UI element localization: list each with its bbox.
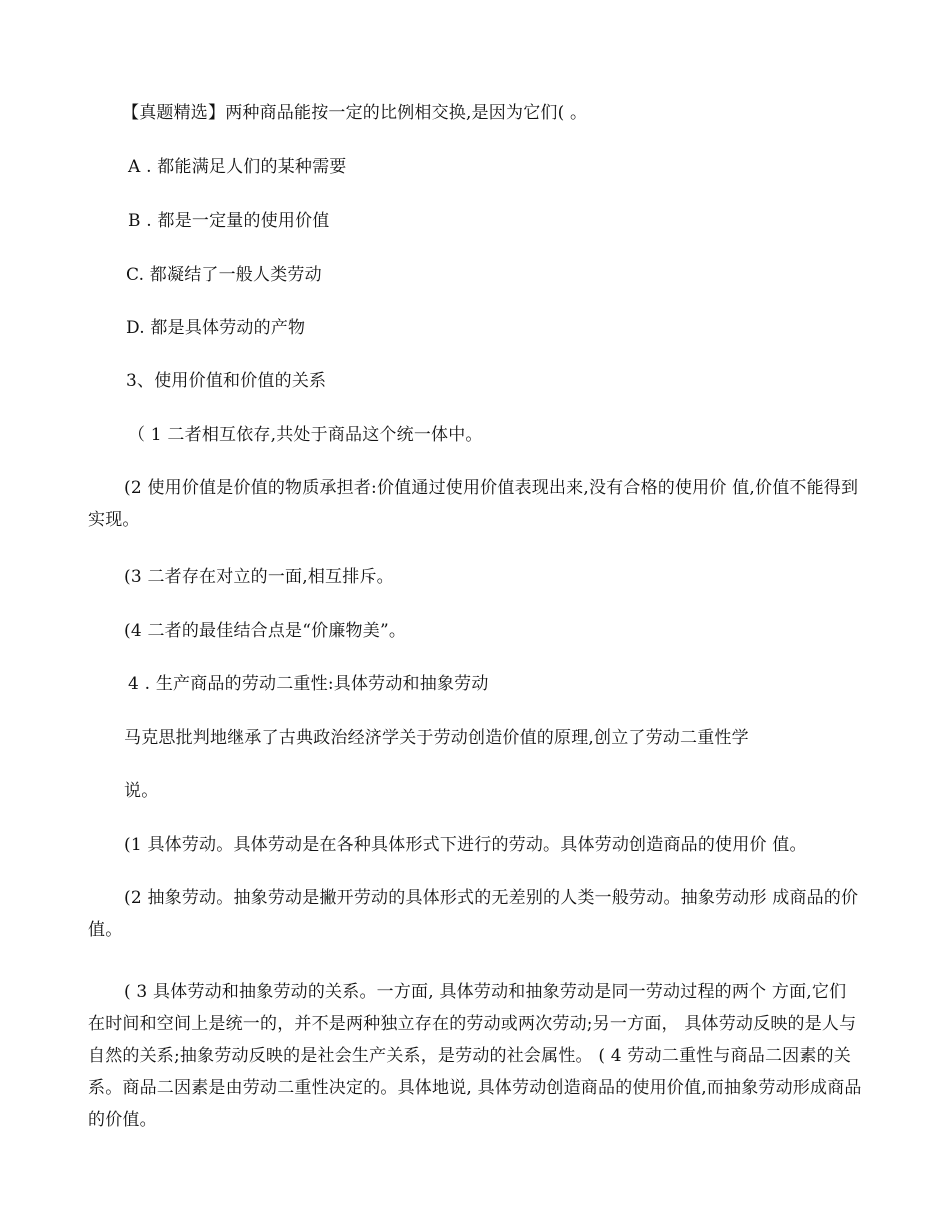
option-b: B . 都是一定量的使用价值 — [128, 211, 330, 231]
question-stem: 【真题精选】两种商品能按一定的比例相交换,是因为它们( 。 — [122, 103, 588, 123]
section3-point-2: (2 使用价值是价值的物质承担者:价值通过使用价值表现出来,没有合格的使用价 值,价值不能得到实现。 — [88, 478, 859, 530]
section3-point-3: (3 二者存在对立的一面,相互排斥。 — [124, 567, 394, 587]
section3-point-1: （ 1 二者相互依存,共处于商品这个统一体中。 — [128, 425, 483, 445]
section3-point-4: (4 二者的最佳结合点是“价廉物美”。 — [124, 621, 407, 641]
section3-heading: 3、使用价值和价值的关系 — [126, 371, 327, 391]
section4-intro-line-2: 说。 — [124, 781, 159, 801]
section4-point-2: (2 抽象劳动。抽象劳动是撇开劳动的具体形式的无差别的人类一般劳动。抽象劳动形 成商品的价值。 — [88, 888, 859, 940]
option-a: A . 都能满足人们的某种需要 — [128, 157, 347, 177]
section4-intro-line-1: 马克思批判地继承了古典政治经济学关于劳动创造价值的原理,创立了劳动二重性学 — [124, 728, 749, 748]
option-c: C. 都凝结了一般人类劳动 — [126, 265, 322, 285]
section4-point-1: (1 具体劳动。具体劳动是在各种具体形式下进行的劳动。具体劳动创造商品的使用价 值。 — [124, 835, 807, 855]
section4-heading: 4 . 生产商品的劳动二重性:具体劳动和抽象劳动 — [128, 674, 489, 694]
section4-point-3: ( 3 具体劳动和抽象劳动的关系。一方面, 具体劳动和抽象劳动是同一劳动过程的两个 方面,它们在时间和空间上是统一的，并不是两种独立存在的劳动或两次劳动;另一方面， 具体劳动反映的是人与自然的关系;抽象劳动反映的是社会生产关系，是劳动的社会属性。 ( 4 劳动二重性与商品二因素的关系。商品二因素是由劳动二重性决定的。具体地说, 具体劳动创造商品的使用价值,而抽象劳动形成商品的价值。 — [88, 982, 862, 1130]
option-d: D. 都是具体劳动的产物 — [126, 318, 306, 338]
